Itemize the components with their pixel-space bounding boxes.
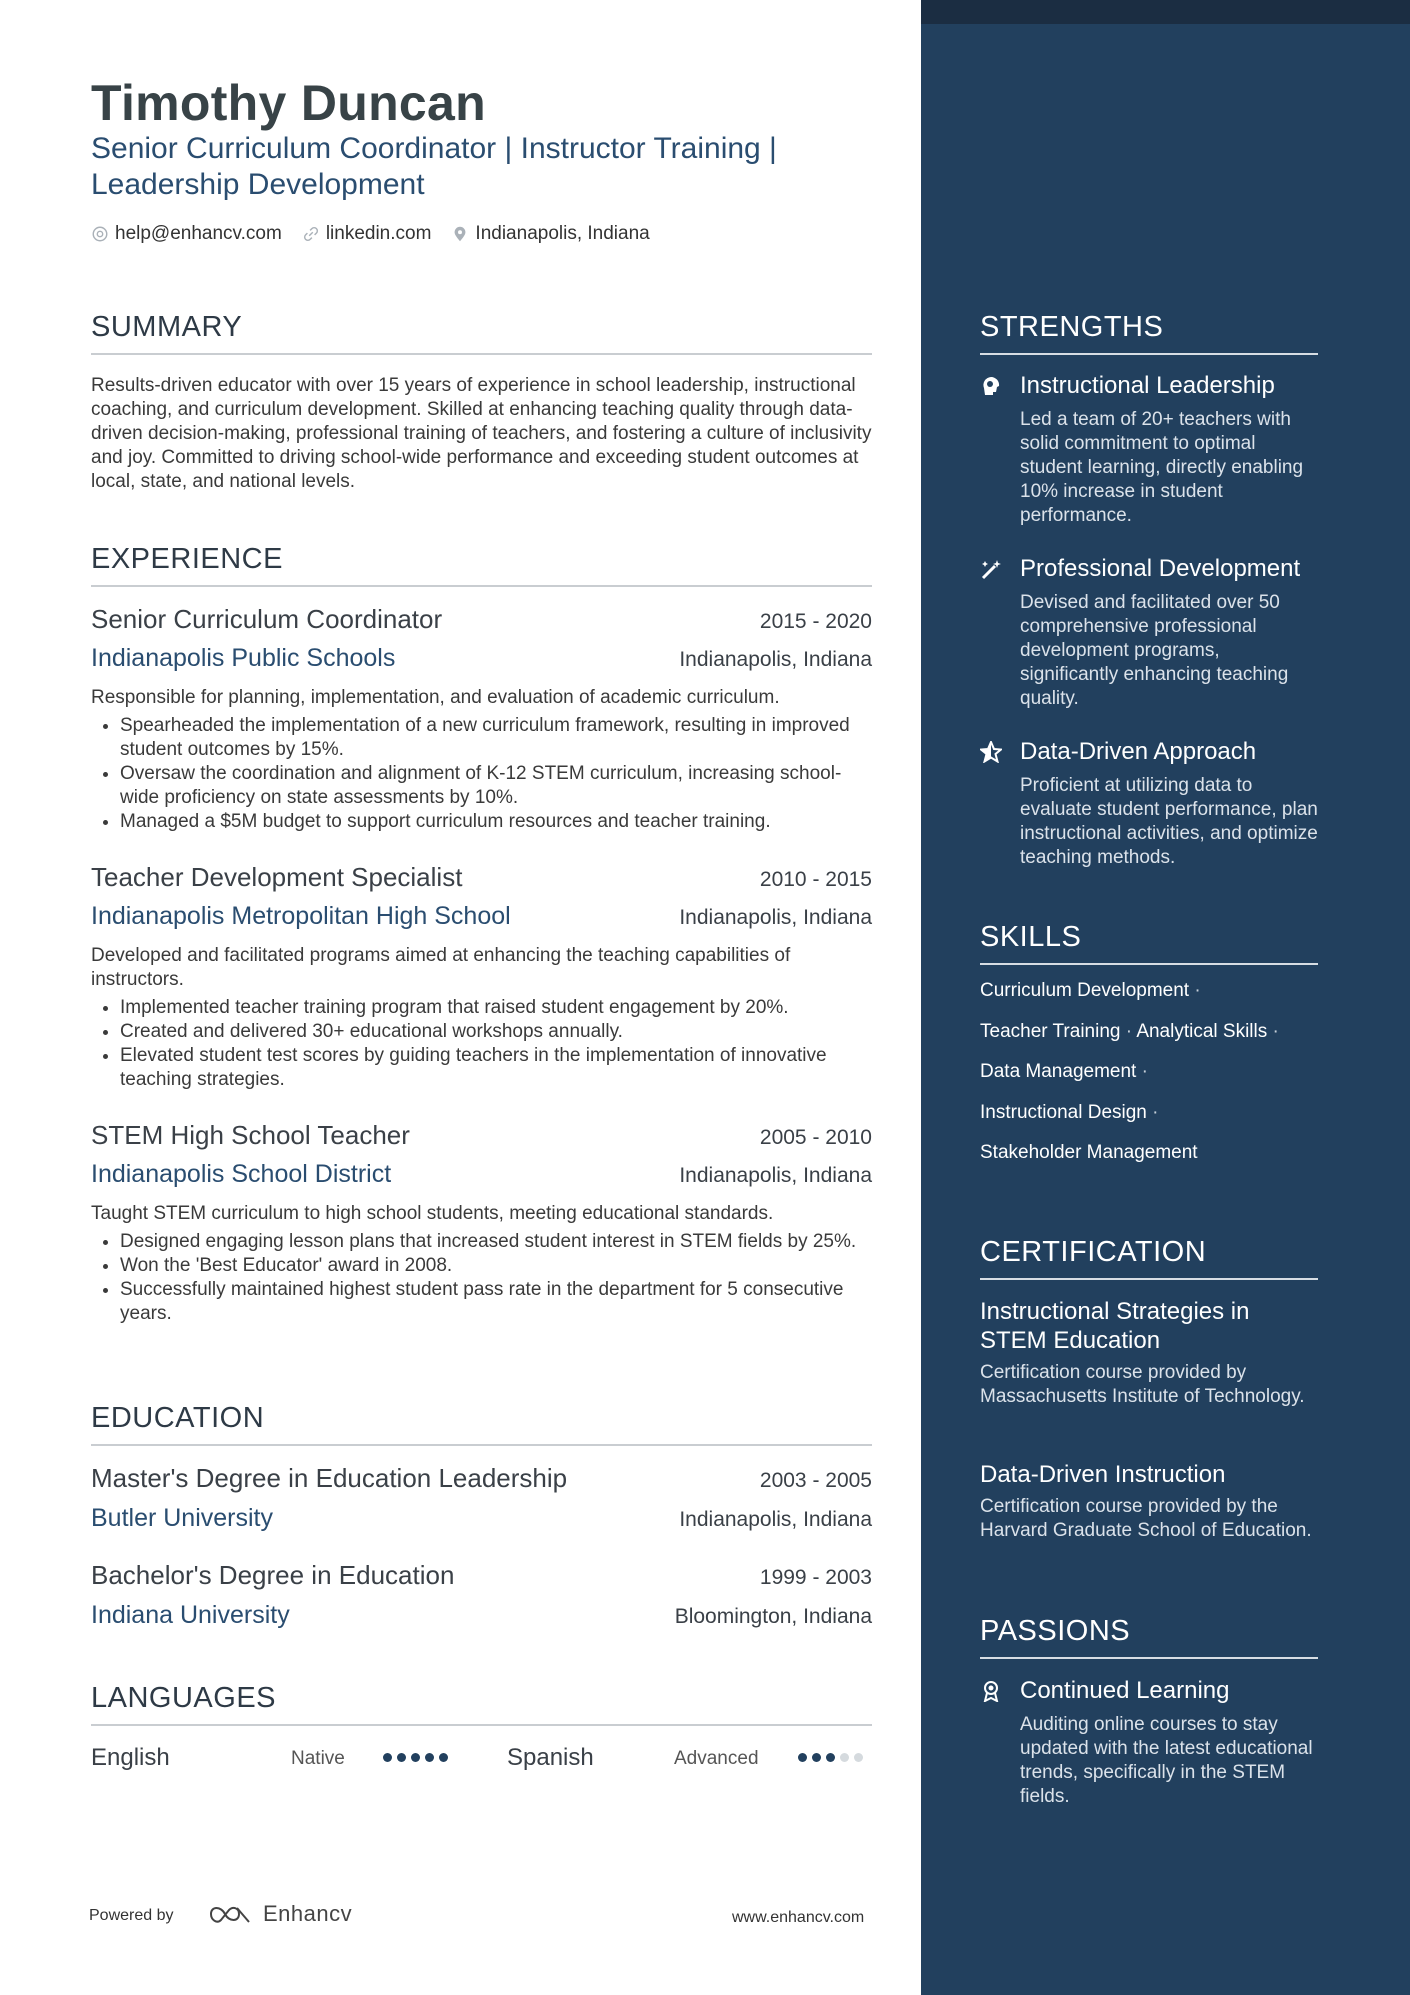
language-rating (798, 1753, 863, 1762)
language-level: Native (291, 1748, 345, 1769)
rating-dot (411, 1753, 420, 1762)
strength-title: Professional Development (1020, 555, 1301, 582)
job-description: Taught STEM curriculum to high school students, meeting educational standards. (91, 1203, 774, 1224)
certification-item (980, 1460, 1320, 1543)
skills-line (980, 980, 1320, 1021)
edu-dates: 2003 - 2005 (759, 1469, 872, 1492)
passions-heading: PASSIONS (980, 1615, 1318, 1659)
strength-text: Proficient at utilizing data to evaluate student performance, plan instructional activities, and optimize teaching methods. (1020, 775, 1318, 868)
rating-dot (826, 1753, 835, 1762)
job-role: Senior Curriculum Coordinator (91, 604, 443, 634)
skill-separator: · (1146, 1101, 1159, 1123)
experience-item (91, 862, 872, 1092)
contact-linkedin-text: linkedin.com (325, 223, 432, 244)
languages-row (91, 1744, 872, 1774)
contact-location (451, 223, 649, 245)
education-item (91, 1560, 872, 1630)
certification-text: Certification course provided by the Harvard Graduate School of Education. (980, 1496, 1312, 1541)
job-bullet: • Designed engaging lesson plans that increased student interest in STEM fields by 25%. (120, 1230, 872, 1254)
rating-dot (812, 1753, 821, 1762)
job-bullet: • Spearheaded the implementation of a new curriculum framework, resulting in improved student outcomes by 15%. (120, 714, 872, 762)
strength-title: Instructional Leadership (1020, 372, 1275, 399)
certification-title: Data-Driven Instruction (980, 1461, 1226, 1488)
job-bullets (91, 714, 872, 834)
edu-degree: Bachelor's Degree in Education (91, 1560, 455, 1590)
job-bullets (91, 1230, 872, 1326)
edu-location: Bloomington, Indiana (674, 1605, 872, 1628)
skills-line (980, 1021, 1320, 1062)
skill-separator: · (1120, 1020, 1137, 1042)
strength-title: Data-Driven Approach (1020, 738, 1257, 765)
candidate-title: Senior Curriculum Coordinator | Instructor Training | Leadership Development (91, 132, 777, 201)
strength-item (980, 738, 1320, 870)
skills-line (980, 1142, 1320, 1183)
strength-item (980, 372, 1320, 528)
rating-dot (425, 1753, 434, 1762)
skill-separator: · (1189, 980, 1201, 1001)
skills-heading: SKILLS (980, 921, 1318, 965)
rating-dot (840, 1753, 849, 1762)
job-organization: Indianapolis School District (91, 1160, 392, 1188)
language-name: English (91, 1744, 170, 1771)
strength-item (980, 555, 1320, 711)
summary-heading: SUMMARY (91, 311, 872, 355)
education-heading: EDUCATION (91, 1402, 872, 1446)
job-location: Indianapolis, Indiana (679, 906, 872, 929)
edu-dates: 1999 - 2003 (759, 1566, 872, 1589)
enhancv-logo[interactable] (207, 1901, 352, 1927)
rating-dot (383, 1753, 392, 1762)
skill-item: Teacher Training (980, 1020, 1121, 1042)
passion-text: Auditing online courses to stay updated with the latest educational trends, specifically in the STEM fields. (1020, 1714, 1313, 1807)
passion-title: Continued Learning (1020, 1677, 1230, 1704)
job-bullet: • Created and delivered 30+ educational workshops annually. (120, 1020, 872, 1044)
job-bullets (91, 996, 872, 1092)
certification-heading: CERTIFICATION (980, 1236, 1318, 1280)
contact-row (91, 223, 650, 245)
skill-separator: · (1136, 1061, 1148, 1082)
rating-dot (854, 1753, 863, 1762)
powered-by-label: Powered by (89, 1907, 174, 1924)
edu-school: Indiana University (91, 1601, 290, 1629)
skills-line (980, 1102, 1320, 1143)
contact-location-text: Indianapolis, Indiana (475, 223, 650, 244)
skills-line (980, 1061, 1320, 1102)
head-brain-icon (980, 375, 1002, 397)
certification-text: Certification course provided by Massachusetts Institute of Technology. (980, 1362, 1305, 1407)
skill-separator: · (1267, 1020, 1279, 1042)
experience-item (91, 1120, 872, 1326)
job-dates: 2005 - 2010 (759, 1126, 872, 1149)
strength-text: Led a team of 20+ teachers with solid commitment to optimal student learning, directly enabling 10% increase in student performance. (1020, 409, 1304, 526)
summary-text: Results-driven educator with over 15 years of experience in school leadership, instructional coaching, and curriculum development. Skilled at enhancing teaching quality through data-driven decision-making, professional training of teachers, and fostering a culture of inclusivity and joy. Committed to driving school-wide performance and exceeding student outcomes at local, state, and national levels. (91, 375, 872, 492)
link-icon (302, 225, 320, 243)
footer-url[interactable]: www.enhancv.com (732, 1909, 865, 1926)
at-icon (91, 225, 109, 243)
job-bullet: • Oversaw the coordination and alignment of K-12 STEM curriculum, increasing school-wide proficiency on state assessments by 10%. (120, 762, 872, 810)
job-bullet: • Successfully maintained highest student pass rate in the department for 5 consecutive years. (120, 1278, 872, 1326)
candidate-name: Timothy Duncan (91, 75, 486, 131)
certification-title: Instructional Strategies in STEM Education (980, 1298, 1250, 1354)
job-bullet: • Managed a $5M budget to support curriculum resources and teacher training. (120, 810, 872, 834)
skill-item: Data Management (980, 1061, 1137, 1082)
brand-name: Enhancv (263, 1901, 353, 1926)
skill-item: Instructional Design (980, 1101, 1147, 1123)
language-rating (383, 1753, 448, 1762)
award-ribbon-icon (980, 1680, 1002, 1702)
rating-dot (439, 1753, 448, 1762)
certification-item (980, 1297, 1320, 1409)
strengths-heading: STRENGTHS (980, 311, 1318, 355)
job-bullet: • Won the 'Best Educator' award in 2008. (120, 1254, 872, 1278)
job-role: Teacher Development Specialist (91, 862, 463, 892)
rating-dot (397, 1753, 406, 1762)
skill-item: Curriculum Development (980, 980, 1190, 1001)
contact-email[interactable] (91, 223, 282, 245)
job-location: Indianapolis, Indiana (679, 648, 872, 671)
experience-item (91, 604, 872, 834)
job-bullet: • Implemented teacher training program that raised student engagement by 20%. (120, 996, 872, 1020)
star-half-icon (980, 741, 1002, 763)
education-item (91, 1463, 872, 1533)
job-role: STEM High School Teacher (91, 1120, 410, 1150)
skills-list (980, 980, 1320, 1183)
passion-item (980, 1677, 1320, 1809)
experience-heading: EXPERIENCE (91, 543, 872, 587)
job-description: Responsible for planning, implementation, and evaluation of academic curriculum. (91, 687, 780, 708)
edu-location: Indianapolis, Indiana (679, 1508, 872, 1531)
job-organization: Indianapolis Metropolitan High School (91, 902, 511, 930)
skill-item: Analytical Skills (1136, 1020, 1268, 1042)
sidebar-top-band (921, 0, 1410, 24)
contact-email-text: help@enhancv.com (115, 223, 282, 244)
skill-item: Stakeholder Management (980, 1142, 1198, 1163)
enhancv-logo-icon (207, 1902, 253, 1926)
job-dates: 2015 - 2020 (759, 610, 872, 633)
contact-linkedin[interactable] (302, 223, 432, 245)
job-description: Developed and facilitated programs aimed at enhancing the teaching capabilities of instructors. (91, 945, 791, 990)
edu-school: Butler University (91, 1504, 273, 1532)
job-location: Indianapolis, Indiana (679, 1164, 872, 1187)
languages-heading: LANGUAGES (91, 1682, 872, 1726)
language-name: Spanish (507, 1744, 594, 1771)
strength-text: Devised and facilitated over 50 comprehensive professional development programs, significantly enhancing teaching quality. (1020, 592, 1289, 709)
job-organization: Indianapolis Public Schools (91, 644, 396, 672)
job-bullet: • Elevated student test scores by guiding teachers in the implementation of innovative teaching strategies. (120, 1044, 872, 1092)
location-pin-icon (451, 225, 469, 243)
rating-dot (798, 1753, 807, 1762)
job-dates: 2010 - 2015 (759, 868, 872, 891)
language-level: Advanced (674, 1748, 759, 1769)
edu-degree: Master's Degree in Education Leadership (91, 1463, 568, 1493)
magic-wand-icon (980, 558, 1002, 580)
